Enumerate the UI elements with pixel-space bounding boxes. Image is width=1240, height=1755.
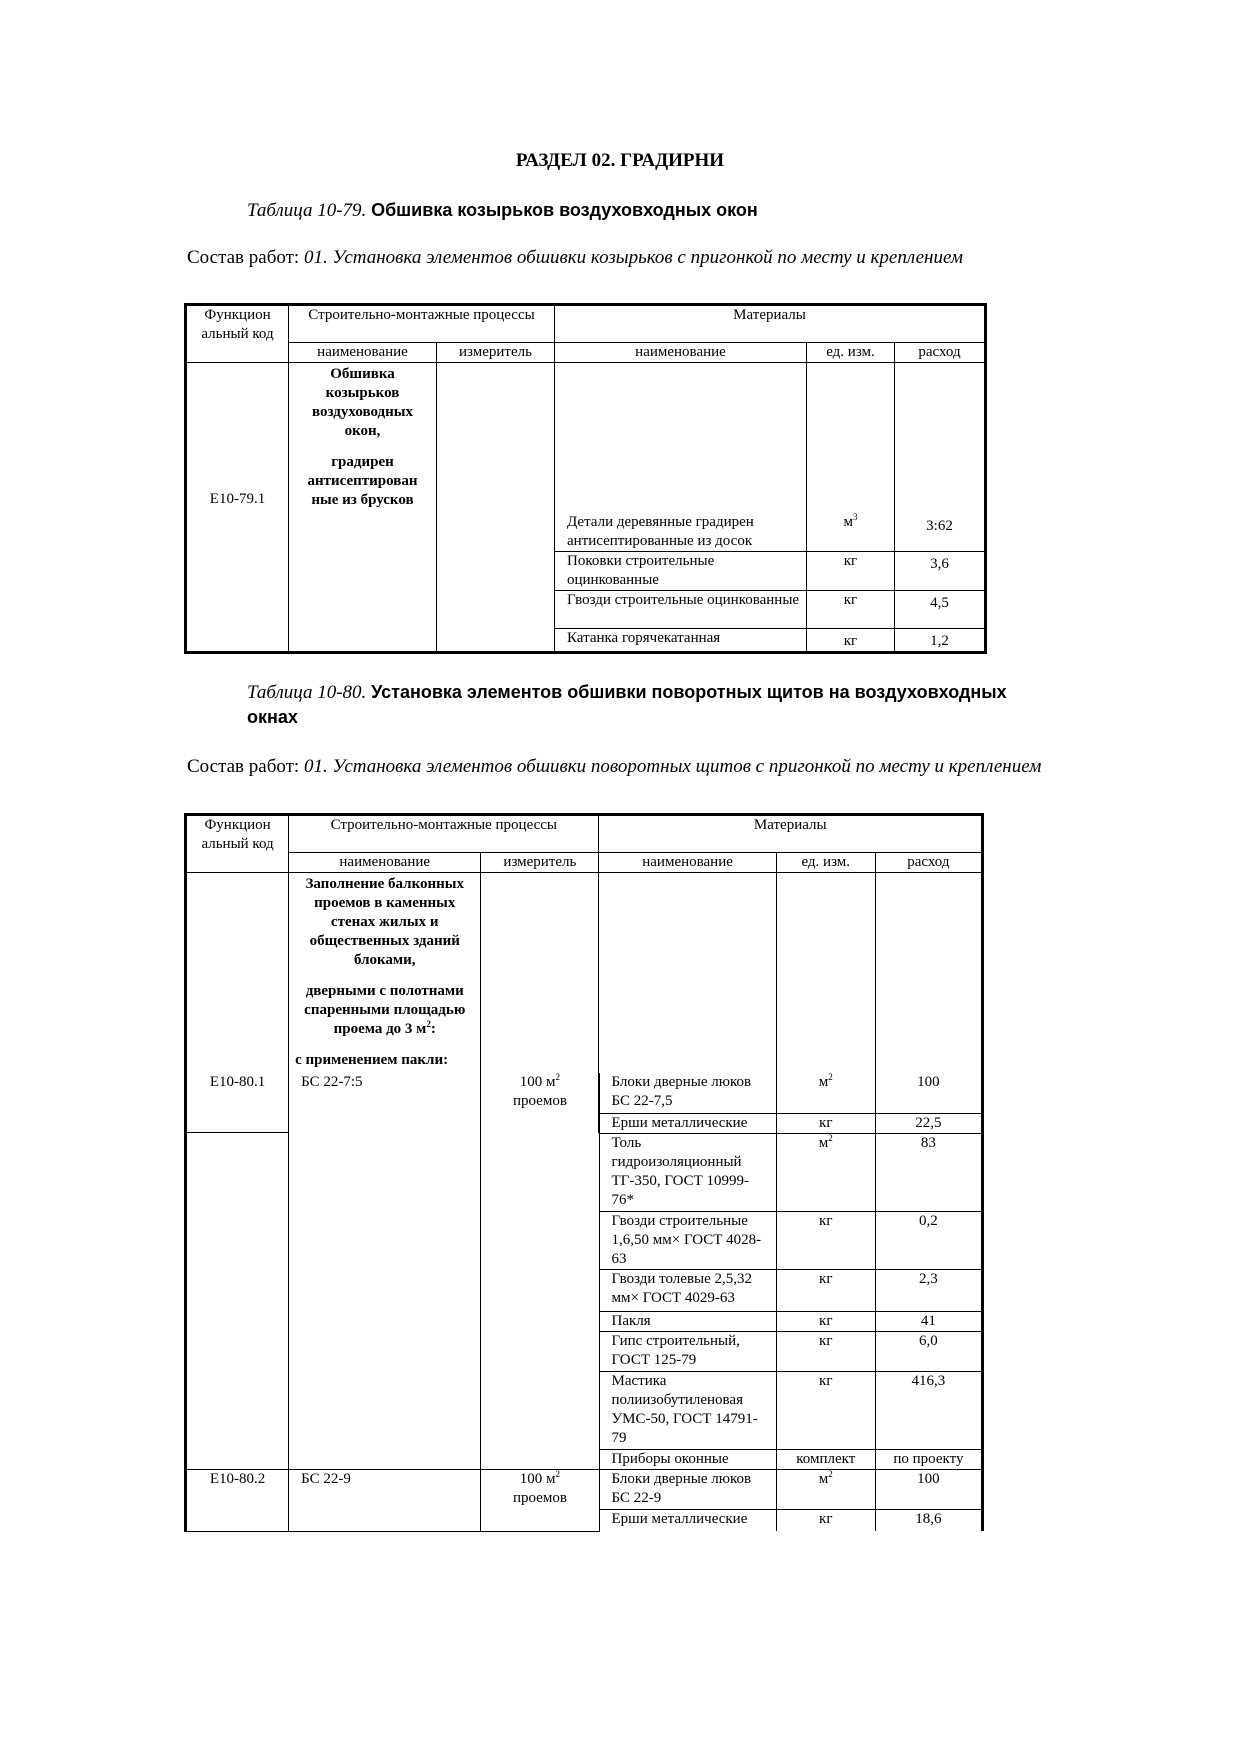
- material-unit: $м^2$: [776, 1073, 875, 1113]
- header-meter: измеритель: [437, 343, 555, 363]
- material-unit: кг: [807, 551, 895, 590]
- material-name: Ерши металлические: [599, 1509, 776, 1531]
- material-name: Приборы оконные: [599, 1449, 776, 1469]
- header-mat-name: наименование: [599, 853, 776, 873]
- table-79: [184, 303, 987, 654]
- material-name: Блоки дверные люков БС 22-9: [599, 1469, 776, 1509]
- material-value: по проекту: [875, 1449, 982, 1469]
- header-consumption: расход: [875, 853, 982, 873]
- header-materials: Материалы: [599, 815, 983, 853]
- material-unit: кг: [776, 1269, 875, 1311]
- work-label: Состав работ:: [187, 247, 300, 268]
- material-name: Пакля: [599, 1311, 776, 1331]
- header-unit: ед. изм.: [776, 853, 875, 873]
- empty-cell: [555, 363, 807, 513]
- material-unit: комплект: [776, 1449, 875, 1469]
- header-meter: измеритель: [481, 853, 599, 873]
- material-value: 3,6: [895, 551, 986, 590]
- header-mat-name: наименование: [555, 343, 807, 363]
- entry-meter: 100 $м^2$ проемов: [481, 1073, 599, 1469]
- material-value: 3:62: [895, 513, 986, 552]
- empty-cell: [186, 513, 289, 653]
- table-79-caption: [247, 198, 1067, 223]
- material-unit: $м^2$: [776, 1469, 875, 1509]
- table-79-caption-title: Обшивка козырьков воздуховходных окон: [371, 200, 758, 220]
- group-title-1: Обшивка козырьков воздуховодных окон,: [312, 366, 413, 439]
- empty-cell: [807, 363, 895, 513]
- header-func-code: Функцион альный код: [186, 305, 289, 363]
- header-processes: Строительно-монтажные процессы: [289, 305, 555, 343]
- code-cell: [186, 363, 289, 513]
- material-unit: кг: [776, 1211, 875, 1269]
- material-value: 416,3: [875, 1371, 982, 1449]
- material-value: 6,0: [875, 1331, 982, 1371]
- work-text: 01. Установка элементов обшивки поворотных щитов с пригонкой по месту и креплением: [303, 756, 1042, 777]
- material-value: 2,3: [875, 1269, 982, 1311]
- material-value: 4,5: [895, 590, 986, 628]
- section-title: РАЗДЕЛ 02. ГРАДИРНИ: [515, 150, 725, 171]
- header-name: наименование: [289, 343, 437, 363]
- table-79-work-composition: [187, 246, 1049, 270]
- group-title-3: с применением пакли:: [295, 1052, 449, 1068]
- meter-cell: [437, 363, 555, 653]
- header-func-code: Функцион альный код: [186, 815, 289, 873]
- material-unit: кг: [776, 1509, 875, 1531]
- material-value: 83: [875, 1133, 982, 1211]
- header-unit: ед. изм.: [807, 343, 895, 363]
- material-value: 22,5: [875, 1113, 982, 1133]
- table-80-work-composition: [187, 755, 1049, 779]
- group-title-2: градирен антисептирован ные из брусков: [307, 454, 418, 508]
- entry-process: БС 22-9: [289, 1469, 481, 1531]
- material-value: 1,2: [895, 628, 986, 652]
- group-title-2: дверными с полотнами спаренными площадью проема до 3 $м^2$:: [304, 983, 466, 1037]
- entry-code: Е10-80.1: [186, 1073, 289, 1469]
- material-name: Катанка горячекатанная: [555, 628, 807, 652]
- material-unit: кг: [776, 1371, 875, 1449]
- table-80-caption: [247, 680, 1047, 730]
- material-unit: кг: [807, 590, 895, 628]
- material-name: Толь гидроизоляционный ТГ-350, ГОСТ 10999-76*: [599, 1133, 776, 1211]
- work-label: Состав работ:: [187, 756, 300, 777]
- group-title-1: Заполнение балконных проемов в каменных стенах жилых и общественных зданий блоками,: [305, 876, 465, 968]
- group-title-cell: [289, 363, 437, 653]
- material-unit: кг: [776, 1311, 875, 1331]
- material-unit: $м^2$: [776, 1133, 875, 1211]
- material-name: Гвозди толевые 2,5,32 мм× ГОСТ 4029-63: [599, 1269, 776, 1311]
- table-80-caption-title: Установка элементов обшивки поворотных щитов на воздуховходных окнах: [247, 682, 1007, 727]
- material-value: 41: [875, 1311, 982, 1331]
- empty-cell: [895, 363, 986, 513]
- header-materials: Материалы: [555, 305, 986, 343]
- material-name: Детали деревянные градирен антисептированные из досок: [555, 513, 807, 552]
- table-80-body: [184, 1073, 984, 1532]
- material-unit: кг: [776, 1331, 875, 1371]
- header-consumption: расход: [895, 343, 986, 363]
- material-unit: $м^3$: [807, 513, 895, 552]
- entry-meter: 100 $м^2$ проемов: [481, 1469, 599, 1531]
- entry-code: Е10-80.2: [186, 1469, 289, 1531]
- material-value: 100: [875, 1469, 982, 1509]
- material-value: 18,6: [875, 1509, 982, 1531]
- entry-process: БС 22-7:5: [289, 1073, 481, 1469]
- table-79-caption-prefix: Таблица 10-79.: [247, 200, 367, 221]
- material-name: Гвозди строительные 1,6,50 мм× ГОСТ 4028-63: [599, 1211, 776, 1269]
- code: Е10-79.1: [209, 490, 266, 507]
- material-unit: кг: [807, 628, 895, 652]
- header-processes: Строительно-монтажные процессы: [289, 815, 599, 853]
- work-text: 01. Установка элементов обшивки козырьков с пригонкой по месту и креплением: [303, 247, 964, 268]
- material-value: 100: [875, 1073, 982, 1113]
- material-name: Гипс строительный, ГОСТ 125-79: [599, 1331, 776, 1371]
- table-80-caption-prefix: Таблица 10-80.: [247, 682, 367, 703]
- material-unit: кг: [776, 1113, 875, 1133]
- material-name: Ерши металлические: [599, 1113, 776, 1133]
- material-value: 0,2: [875, 1211, 982, 1269]
- material-name: Блоки дверные люков БС 22-7,5: [599, 1073, 776, 1113]
- material-name: Поковки строительные оцинкованные: [555, 551, 807, 590]
- material-name: Гвозди строительные оцинкованные: [555, 590, 807, 628]
- header-name: наименование: [289, 853, 481, 873]
- material-name: Мастика полиизобутиленовая УМС-50, ГОСТ 14791-79: [599, 1371, 776, 1449]
